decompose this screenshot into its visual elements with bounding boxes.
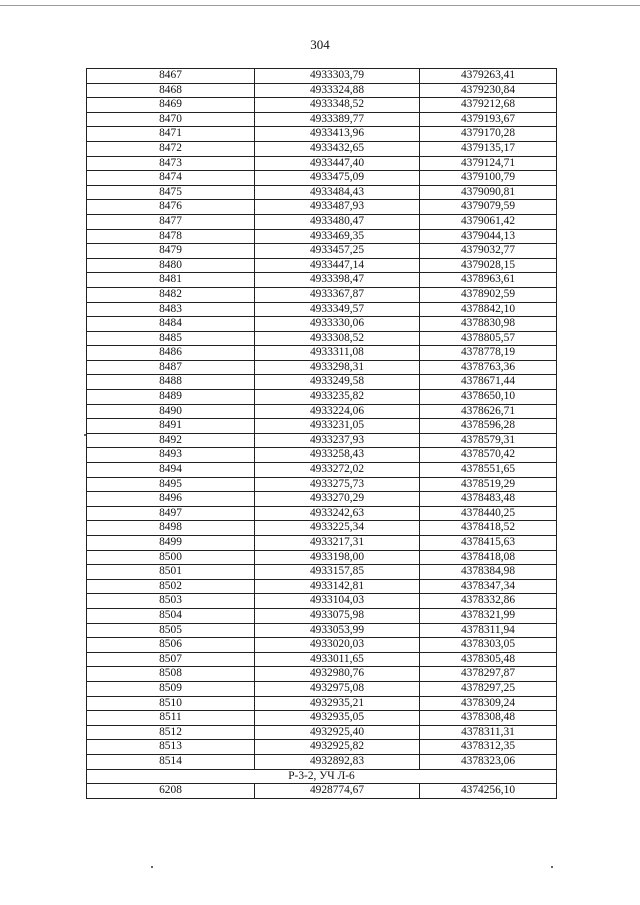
table-row <box>87 565 557 580</box>
x-coordinate-cell: 4933348,52 <box>255 98 420 113</box>
y-coordinate-cell: 4378297,25 <box>420 681 557 696</box>
point-number-cell: 8477 <box>87 214 255 229</box>
y-coordinate-cell: 4378418,52 <box>420 521 557 536</box>
x-coordinate-cell: 4933487,93 <box>255 200 420 215</box>
x-coordinate-cell: 4933157,85 <box>255 565 420 580</box>
x-coordinate-cell: 4933272,02 <box>255 463 420 478</box>
table-row <box>87 302 557 317</box>
x-coordinate-cell: 4933224,06 <box>255 404 420 419</box>
x-coordinate-cell: 4933242,63 <box>255 506 420 521</box>
table-row <box>87 317 557 332</box>
x-coordinate-cell: 4933349,57 <box>255 302 420 317</box>
point-number-cell: 8488 <box>87 375 255 390</box>
x-coordinate-cell: 4933308,52 <box>255 331 420 346</box>
scan-speck <box>551 866 553 868</box>
x-coordinate-cell: 4933484,43 <box>255 185 420 200</box>
table-row <box>87 287 557 302</box>
table-row <box>87 185 557 200</box>
y-coordinate-cell: 4378332,86 <box>420 594 557 609</box>
x-coordinate-cell: 4933142,81 <box>255 579 420 594</box>
point-number-cell: 8509 <box>87 681 255 696</box>
x-coordinate-cell: 4933298,31 <box>255 360 420 375</box>
point-number-cell: 8479 <box>87 244 255 259</box>
table-row <box>87 171 557 186</box>
y-coordinate-cell: 4378650,10 <box>420 390 557 405</box>
x-coordinate-cell: 4928774,67 <box>255 784 420 799</box>
table-row <box>87 696 557 711</box>
x-coordinate-cell: 4933011,65 <box>255 652 420 667</box>
coordinates-table-body <box>87 69 557 799</box>
x-coordinate-cell: 4932980,76 <box>255 667 420 682</box>
point-number-cell: 8490 <box>87 404 255 419</box>
table-row <box>87 98 557 113</box>
point-number-cell: 8496 <box>87 492 255 507</box>
x-coordinate-cell: 4933275,73 <box>255 477 420 492</box>
table-row <box>87 550 557 565</box>
point-number-cell: 8476 <box>87 200 255 215</box>
point-number-cell: 8508 <box>87 667 255 682</box>
y-coordinate-cell: 4378778,19 <box>420 346 557 361</box>
table-row <box>87 725 557 740</box>
table-row <box>87 579 557 594</box>
table-row <box>87 638 557 653</box>
y-coordinate-cell: 4378902,59 <box>420 287 557 302</box>
table-row <box>87 608 557 623</box>
point-number-cell: 8502 <box>87 579 255 594</box>
x-coordinate-cell: 4933432,65 <box>255 141 420 156</box>
y-coordinate-cell: 4379193,67 <box>420 112 557 127</box>
y-coordinate-cell: 4379028,15 <box>420 258 557 273</box>
table-row <box>87 69 557 84</box>
table-row <box>87 433 557 448</box>
point-number-cell: 8474 <box>87 171 255 186</box>
table-row <box>87 273 557 288</box>
point-number-cell: 8491 <box>87 419 255 434</box>
y-coordinate-cell: 4378321,99 <box>420 608 557 623</box>
scan-speck <box>151 866 153 868</box>
x-coordinate-cell: 4933249,58 <box>255 375 420 390</box>
x-coordinate-cell: 4933457,25 <box>255 244 420 259</box>
point-number-cell: 8469 <box>87 98 255 113</box>
page-number: 304 <box>310 37 330 52</box>
point-number-cell: 8482 <box>87 287 255 302</box>
table-row <box>87 156 557 171</box>
y-coordinate-cell: 4378303,05 <box>420 638 557 653</box>
table-row <box>87 594 557 609</box>
table-row <box>87 711 557 726</box>
x-coordinate-cell: 4933303,79 <box>255 69 420 84</box>
x-coordinate-cell: 4933324,88 <box>255 83 420 98</box>
y-coordinate-cell: 4378596,28 <box>420 419 557 434</box>
table-row <box>87 83 557 98</box>
y-coordinate-cell: 4378309,24 <box>420 696 557 711</box>
table-row <box>87 375 557 390</box>
table-row <box>87 667 557 682</box>
point-number-cell: 8492 <box>87 433 255 448</box>
table-row <box>87 127 557 142</box>
point-number-cell: 8507 <box>87 652 255 667</box>
table-row <box>87 390 557 405</box>
x-coordinate-cell: 4933237,93 <box>255 433 420 448</box>
y-coordinate-cell: 4379032,77 <box>420 244 557 259</box>
table-row <box>87 477 557 492</box>
table-row <box>87 229 557 244</box>
point-number-cell: 8473 <box>87 156 255 171</box>
point-number-cell: 6208 <box>87 784 255 799</box>
x-coordinate-cell: 4933198,00 <box>255 550 420 565</box>
point-number-cell: 8505 <box>87 623 255 638</box>
point-number-cell: 8504 <box>87 608 255 623</box>
point-number-cell: 8487 <box>87 360 255 375</box>
y-coordinate-cell: 4379044,13 <box>420 229 557 244</box>
table-row <box>87 754 557 769</box>
point-number-cell: 8471 <box>87 127 255 142</box>
table-row <box>87 681 557 696</box>
table-row <box>87 419 557 434</box>
y-coordinate-cell: 4378763,36 <box>420 360 557 375</box>
x-coordinate-cell: 4933469,35 <box>255 229 420 244</box>
y-coordinate-cell: 4378415,63 <box>420 536 557 551</box>
point-number-cell: 8499 <box>87 536 255 551</box>
y-coordinate-cell: 4378297,87 <box>420 667 557 682</box>
x-coordinate-cell: 4933447,40 <box>255 156 420 171</box>
point-number-cell: 8513 <box>87 740 255 755</box>
y-coordinate-cell: 4378347,34 <box>420 579 557 594</box>
coordinates-table <box>86 68 557 799</box>
x-coordinate-cell: 4932935,05 <box>255 711 420 726</box>
x-coordinate-cell: 4933480,47 <box>255 214 420 229</box>
table-row <box>87 404 557 419</box>
table-row <box>87 521 557 536</box>
table-row <box>87 448 557 463</box>
point-number-cell: 8478 <box>87 229 255 244</box>
point-number-cell: 8489 <box>87 390 255 405</box>
point-number-cell: 8503 <box>87 594 255 609</box>
x-coordinate-cell: 4932925,40 <box>255 725 420 740</box>
y-coordinate-cell: 4379100,79 <box>420 171 557 186</box>
x-coordinate-cell: 4932975,08 <box>255 681 420 696</box>
point-number-cell: 8484 <box>87 317 255 332</box>
y-coordinate-cell: 4379170,28 <box>420 127 557 142</box>
point-number-cell: 8480 <box>87 258 255 273</box>
x-coordinate-cell: 4933413,96 <box>255 127 420 142</box>
point-number-cell: 8472 <box>87 141 255 156</box>
table-row <box>87 346 557 361</box>
x-coordinate-cell: 4933311,08 <box>255 346 420 361</box>
y-coordinate-cell: 4378384,98 <box>420 565 557 580</box>
point-number-cell: 8467 <box>87 69 255 84</box>
x-coordinate-cell: 4933231,05 <box>255 419 420 434</box>
table-row <box>87 784 557 799</box>
table-row <box>87 214 557 229</box>
y-coordinate-cell: 4378308,48 <box>420 711 557 726</box>
x-coordinate-cell: 4933330,06 <box>255 317 420 332</box>
x-coordinate-cell: 4933398,47 <box>255 273 420 288</box>
point-number-cell: 8468 <box>87 83 255 98</box>
x-coordinate-cell: 4933075,98 <box>255 608 420 623</box>
x-coordinate-cell: 4932892,83 <box>255 754 420 769</box>
point-number-cell: 8511 <box>87 711 255 726</box>
y-coordinate-cell: 4378805,57 <box>420 331 557 346</box>
table-row <box>87 492 557 507</box>
y-coordinate-cell: 4378671,44 <box>420 375 557 390</box>
y-coordinate-cell: 4378483,48 <box>420 492 557 507</box>
point-number-cell: 8486 <box>87 346 255 361</box>
point-number-cell: 8495 <box>87 477 255 492</box>
table-row <box>87 740 557 755</box>
y-coordinate-cell: 4378519,29 <box>420 477 557 492</box>
table-row <box>87 623 557 638</box>
point-number-cell: 8475 <box>87 185 255 200</box>
y-coordinate-cell: 4378830,98 <box>420 317 557 332</box>
y-coordinate-cell: 4378626,71 <box>420 404 557 419</box>
y-coordinate-cell: 4379263,41 <box>420 69 557 84</box>
scan-speck <box>84 434 86 436</box>
point-number-cell: 8483 <box>87 302 255 317</box>
y-coordinate-cell: 4379090,81 <box>420 185 557 200</box>
y-coordinate-cell: 4378842,10 <box>420 302 557 317</box>
y-coordinate-cell: 4378570,42 <box>420 448 557 463</box>
y-coordinate-cell: 4379230,84 <box>420 83 557 98</box>
table-row <box>87 200 557 215</box>
point-number-cell: 8497 <box>87 506 255 521</box>
x-coordinate-cell: 4933217,31 <box>255 536 420 551</box>
y-coordinate-cell: 4378551,65 <box>420 463 557 478</box>
y-coordinate-cell: 4378305,48 <box>420 652 557 667</box>
point-number-cell: 8512 <box>87 725 255 740</box>
y-coordinate-cell: 4378312,35 <box>420 740 557 755</box>
point-number-cell: 8494 <box>87 463 255 478</box>
x-coordinate-cell: 4933389,77 <box>255 112 420 127</box>
point-number-cell: 8498 <box>87 521 255 536</box>
y-coordinate-cell: 4379212,68 <box>420 98 557 113</box>
x-coordinate-cell: 4933367,87 <box>255 287 420 302</box>
x-coordinate-cell: 4932935,21 <box>255 696 420 711</box>
x-coordinate-cell: 4933020,03 <box>255 638 420 653</box>
x-coordinate-cell: 4933053,99 <box>255 623 420 638</box>
point-number-cell: 8485 <box>87 331 255 346</box>
x-coordinate-cell: 4933258,43 <box>255 448 420 463</box>
x-coordinate-cell: 4933475,09 <box>255 171 420 186</box>
x-coordinate-cell: 4933270,29 <box>255 492 420 507</box>
x-coordinate-cell: 4933104,03 <box>255 594 420 609</box>
point-number-cell: 8501 <box>87 565 255 580</box>
point-number-cell: 8493 <box>87 448 255 463</box>
table-row <box>87 463 557 478</box>
table-row <box>87 141 557 156</box>
x-coordinate-cell: 4932925,82 <box>255 740 420 755</box>
point-number-cell: 8506 <box>87 638 255 653</box>
point-number-cell: 8500 <box>87 550 255 565</box>
y-coordinate-cell: 4379124,71 <box>420 156 557 171</box>
x-coordinate-cell: 4933235,82 <box>255 390 420 405</box>
table-row <box>87 652 557 667</box>
table-row <box>87 360 557 375</box>
y-coordinate-cell: 4378311,31 <box>420 725 557 740</box>
y-coordinate-cell: 4378963,61 <box>420 273 557 288</box>
y-coordinate-cell: 4378418,08 <box>420 550 557 565</box>
point-number-cell: 8481 <box>87 273 255 288</box>
y-coordinate-cell: 4379061,42 <box>420 214 557 229</box>
table-row <box>87 258 557 273</box>
y-coordinate-cell: 4379135,17 <box>420 141 557 156</box>
point-number-cell: 8510 <box>87 696 255 711</box>
y-coordinate-cell: 4374256,10 <box>420 784 557 799</box>
table-row <box>87 506 557 521</box>
y-coordinate-cell: 4379079,59 <box>420 200 557 215</box>
table-row <box>87 244 557 259</box>
y-coordinate-cell: 4378323,06 <box>420 754 557 769</box>
y-coordinate-cell: 4378440,25 <box>420 506 557 521</box>
point-number-cell: 8470 <box>87 112 255 127</box>
table-row <box>87 536 557 551</box>
x-coordinate-cell: 4933225,34 <box>255 521 420 536</box>
y-coordinate-cell: 4378579,31 <box>420 433 557 448</box>
table-row <box>87 112 557 127</box>
top-rule <box>0 5 640 6</box>
section-title: Р-3-2, УЧ Л-6 <box>87 769 557 784</box>
point-number-cell: 8514 <box>87 754 255 769</box>
y-coordinate-cell: 4378311,94 <box>420 623 557 638</box>
section-header-row <box>87 769 557 784</box>
table-row <box>87 331 557 346</box>
x-coordinate-cell: 4933447,14 <box>255 258 420 273</box>
